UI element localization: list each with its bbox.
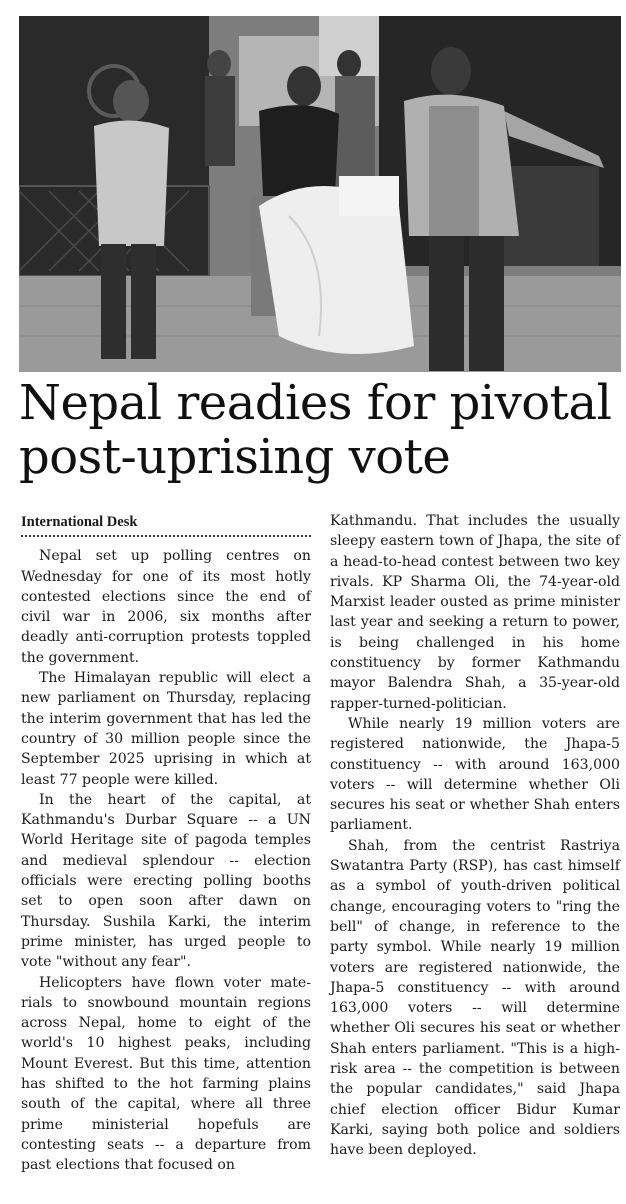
paragraph: In the heart of the capital, at Kathmandu's Durbar Square -- a UN World Heritage site of pagoda temples and medieval splendour -- election officials were erecting polling booths set to open soon after dawn on Thursday. Sushila Karki, the interim prime minister, has urged people to vote "without any fear". <box>21 791 311 971</box>
byline: International Desk <box>21 512 311 537</box>
photo-illustration <box>19 16 621 372</box>
paragraph: While nearly 19 million voters are registered nationwide, the Jhapa-5 constituency -- with around 163,000 voters -- will determine whether Oli secures his seat or whether Shah enters parliament. <box>330 715 620 834</box>
article-column-right <box>330 511 620 1161</box>
article-column-left <box>21 512 311 1176</box>
news-photo <box>19 16 621 372</box>
paragraph: The Himalayan republic will elect a new parliament on Thursday, replacing the interim government that has led the country of 30 million people since the September 2025 uprising in which at least 77 people were killed. <box>21 670 311 788</box>
paragraph: Kathmandu. That includes the usually sleepy eastern town of Jhapa, the site of a head-to-head contest between two key rivals. KP Sharma Oli, the 74-year-old Marxist leader ousted as prime minister last year and seeking a return to power, is being challenged in his home constituency by former Kathmandu mayor Balendra Shah, a 35-year-old rapper-turned-politician. <box>330 513 620 712</box>
headline-line-1: Nepal readies for pivotal <box>19 375 612 431</box>
paragraph: Shah, from the centrist Rastriya Swatantra Party (RSP), has cast himself as a symbol of youth-driven political change, encouraging voters to "ring the bell" of change, in reference to the party symbol. While nearly 19 million voters are registered nationwide, the Jhapa-5 constituency -- with around 163,000 voters -- will determine whether Oli secures his seat or whether Shah enters parliament. "This is a high-risk area -- the competition is between the popular candidates," said Jhapa chief election officer Bidur Kumar Karki, saying both police and soldiers have been deployed. <box>330 837 620 1159</box>
paragraph: Helicopters have flown voter materials to snowbound mountain regions across Nepal, home to eight of the world's 10 highest peaks, including Mount Everest. But this time, attention has shifted to the hot farming plains south of the capital, where all three prime ministerial hopefuls are contesting seats -- a departure from past elections that focused on <box>21 974 311 1174</box>
headline-line-2: post-uprising vote <box>19 429 451 485</box>
headline <box>19 376 619 484</box>
paragraph: Nepal set up polling centres on Wednesday for one of its most hotly contested elections since the end of civil war in 2006, six months after deadly anti-corruption protests toppled the government. <box>21 548 311 666</box>
